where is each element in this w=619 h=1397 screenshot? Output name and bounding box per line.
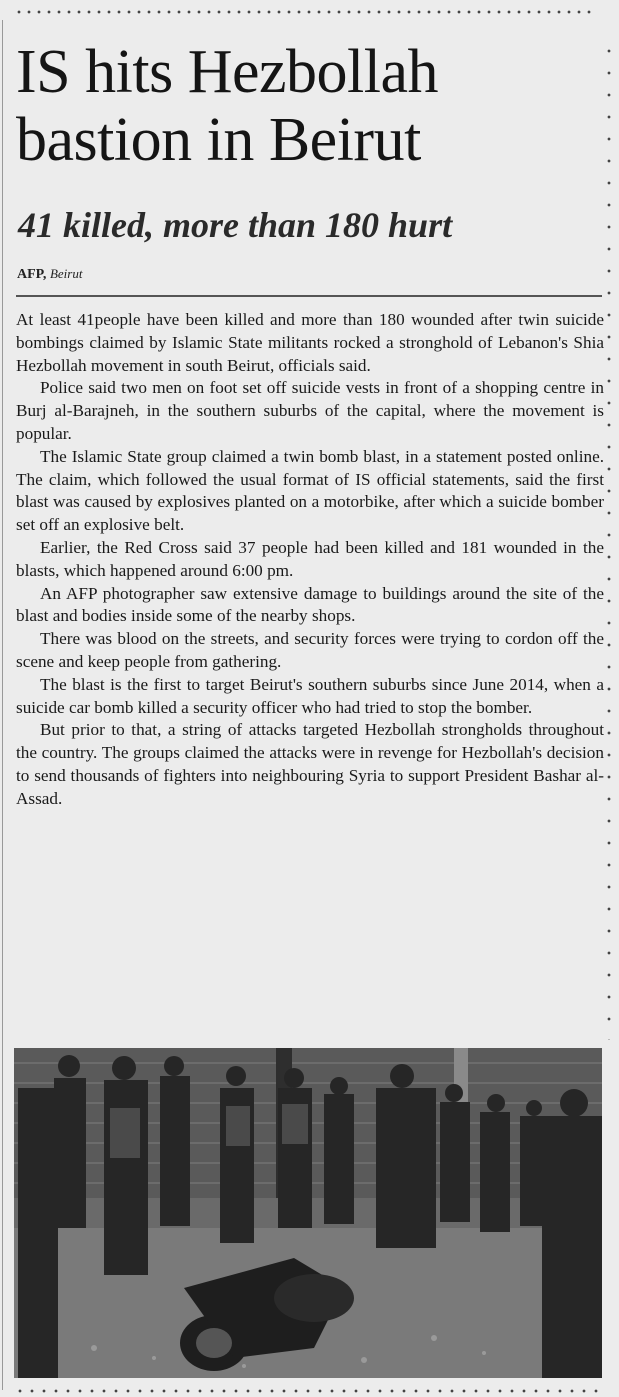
headline: IS hits Hezbollah bastion in Beirut bbox=[16, 38, 438, 174]
paragraph: The blast is the first to target Beirut's southern suburbs since June 2014, when a suicide car bomb killed a security officer who had tried to stop the bomber. bbox=[16, 674, 604, 717]
dotted-border-right bbox=[606, 40, 612, 1040]
paragraph: There was blood on the streets, and security forces were trying to cordon off the scene and keep people from gathering. bbox=[16, 629, 604, 671]
paragraph: Police said two men on foot set off suicide vests in front of a shopping centre in Burj al-Barajneh, in the southern suburbs of the capital, where the movement is popular. bbox=[16, 378, 604, 443]
paragraph: Earlier, the Red Cross said 37 people had been killed and 181 wounded in the blasts, which happened around 6:00 pm. bbox=[16, 537, 604, 580]
paragraph: The Islamic State group claimed a twin bomb blast, in a statement posted online. The claim, which followed the usual format of IS official statements, said the first blast was caused by explosives planted on a motorbike, after which a suicide bomber set off an explosive belt. bbox=[16, 446, 604, 535]
column-edge-rule bbox=[2, 20, 3, 1390]
byline-rule bbox=[16, 295, 602, 297]
blast-scene-illustration bbox=[14, 1048, 602, 1378]
paragraph: But prior to that, a string of attacks targeted Hezbollah strongholds throughout the country. The groups claimed the attacks were in revenge for Hezbollah's decision to send thousands of fighters into neighbouring Syria to support President Bashar al-Assad. bbox=[16, 720, 604, 808]
dotted-border-top bbox=[14, 9, 594, 15]
news-photo bbox=[14, 1048, 602, 1378]
dotted-border-bottom bbox=[14, 1388, 604, 1394]
article-body bbox=[16, 309, 604, 811]
byline-place: Beirut bbox=[49, 266, 83, 281]
paragraph: An AFP photographer saw extensive damage to buildings around the site of the blast and bodies inside some of the nearby shops. bbox=[16, 583, 604, 626]
byline-agency: AFP, bbox=[17, 267, 47, 282]
byline bbox=[17, 266, 82, 283]
paragraph: At least 41people have been killed and more than 180 wounded after twin suicide bombings claimed by Islamic State militants rocked a stronghold of Lebanon's Shia Hezbollah movement in south Beirut, officials said. bbox=[16, 310, 604, 375]
subheadline: 41 killed, more than 180 hurt bbox=[18, 205, 453, 245]
